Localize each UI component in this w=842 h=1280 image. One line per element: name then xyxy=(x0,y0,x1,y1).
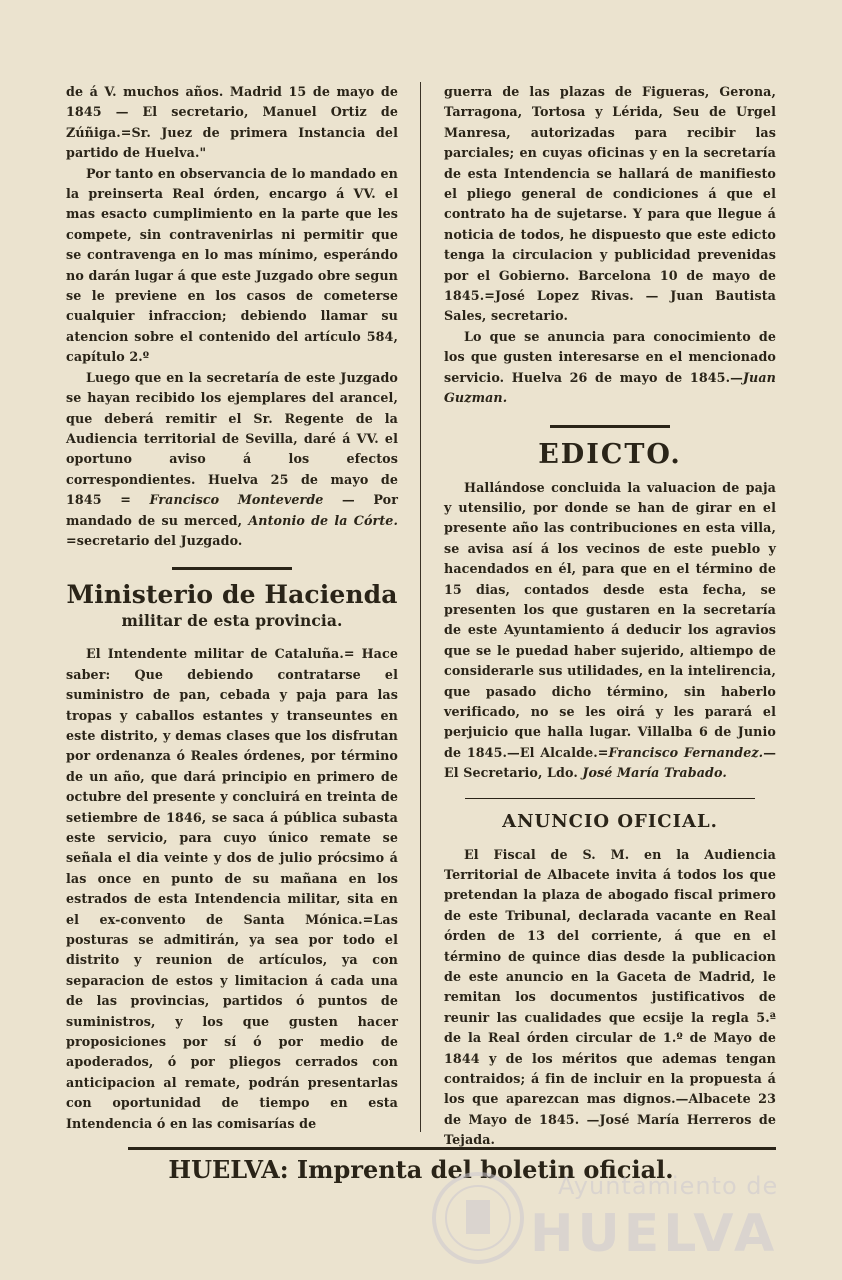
paragraph-text: Que debiendo contratarse el suministro de pan, cebada y paja para las tropas y caballos estantes y transeuntes en este distrito, y demas clases que los disfrutan por ordenanza ó Reales órdenes, por término de un año, que dará principio en primero de octubre del presente y concluirá en treinta de setiembre de 1846, se saca á pública subasta este servicio, para cuyo único remate se señala el dia veinte y dos de julio prócsimo á las once en punto de su mañana en los estrados de esta Intendencia militar, sita en el ex-convento de Santa Mónica.=Las posturas se admitirán, ya sea por todo el distrito y reunion de artículos, ya con separacion de estos y limitacion á cada una de las provincias, partidos ó puntos de suministros, y los que gusten hacer proposiciones por sí ó por medio de apoderados, ó por pliegos cerrados con anticipacion al remate, podrán presentarlas con oportunidad de tiempo en esta Intendencia ó en las comisarías de xyxy=(66,666,398,1131)
signature-name: Juan Guzman. xyxy=(444,369,776,406)
paragraph-text: —El Secretario, Ldo. xyxy=(444,744,776,781)
watermark-text: HUELVA xyxy=(530,1204,779,1264)
imprint-city: HUELVA xyxy=(168,1155,280,1184)
paragraph: de á V. muchos años. Madrid 15 de mayo de 1845 — El secretario, Manuel Ortiz de Zúñiga.=Sr. Juez de primera Instancia del partido de Huelva." xyxy=(66,84,398,161)
imprint-text: : Imprenta del boletin oficial. xyxy=(279,1155,674,1184)
signature-name: José María Trabado. xyxy=(582,765,727,781)
paragraph xyxy=(66,368,398,552)
paragraph: El Fiscal de S. M. en la Audiencia Territorial de Albacete invita á todos los que pretendan la plaza de abogado fiscal primero de este Tribunal, declarada vacante en Real órden de 13 del corriente, á que en el término de quince dias desde la publicacion de este anuncio en la Gaceta de Madrid, le remitan los documentos justificativos de reunir las cualidades que ecsije la regla 5.ª de la Real órden circular de 1.º de Mayo de 1844 y de los méritos que ademas tengan contraidos; á fin de incluir en la propuesta á los que aparezcan mas dignos.—Albacete 23 de Mayo de 1845. —José María Herreros de Tejada. xyxy=(444,846,776,1148)
section-subtitle: militar de esta provincia. xyxy=(121,611,343,631)
signature-name: Francisco Fernandez. xyxy=(608,744,764,760)
seal-icon xyxy=(430,1170,526,1266)
right-column xyxy=(444,82,776,1151)
paragraph-text: =secretario del Juzgado. xyxy=(66,532,243,548)
paragraph xyxy=(444,327,776,409)
signature-name: Antonio de la Córte. xyxy=(248,512,398,528)
footer-rule xyxy=(128,1147,776,1150)
watermark-text: Ayuntamiento de xyxy=(558,1172,779,1200)
paragraph-text: El Intendente militar de Cataluña.= Hace saber: xyxy=(66,646,398,682)
paragraph-text: Luego que en la secretaría de este Juzgado se hayan recibido los ejemplares del arancel, que deberá remitir el Sr. Regente de la Audiencia territorial de Sevilla, daré á VV. el oportuno aviso á los efectos correspondientes. Huelva 25 de mayo de 1845 = xyxy=(66,369,398,508)
paragraph-text: — Por mandado de su merced, xyxy=(66,492,398,528)
section-title: ANUNCIO OFICIAL. xyxy=(502,810,718,832)
section-title: Ministerio de Hacienda xyxy=(66,580,398,610)
section-divider xyxy=(172,567,292,570)
signature-name: Francisco Monteverde xyxy=(149,492,324,508)
paragraph: Por tanto en observancia de lo mandado en la preinserta Real órden, encargo á VV. el mas esacto cumplimiento en la parte que les compete, sin contravenirlas ni permitir que se contravenga en lo mas mínimo, esperándo no darán lugar á que este Juzgado obre segun se le previene en los casos de cometerse cualquier infraccion; debiendo llamar su atencion sobre el contenido del artículo 584, capítulo 2.º xyxy=(66,165,398,365)
column-divider xyxy=(420,82,421,1132)
section-divider xyxy=(550,425,670,428)
watermark xyxy=(430,1170,790,1270)
left-column xyxy=(66,82,398,1134)
paragraph-text: Lo que se anuncia para conocimiento de los que gusten interesarse en el mencionado servicio. Huelva 26 de mayo de 1845.— xyxy=(444,328,776,385)
paragraph xyxy=(444,478,776,784)
paragraph xyxy=(66,644,398,1134)
paragraph-text: Hallándose concluida la valuacion de paja y utensilio, por donde se han de girar en el presente año las contribuciones en esta villa, se avisa así á los vecinos de este pueblo y hacendados en él, para que en el término de 15 dias, contados desde esta fecha, se presenten los que gustaren en la secretaría de este Ayuntamiento á deducir los agravios que se le puedad haber sujerido, altiempo de considerarle sus utilidades, en la intelirencia, que pasado dicho término, sin haberlo verificado, no se les oirá y les parará el perjuicio que halla lugar. Villalba 6 de Junio de 1845.—El Alcalde.= xyxy=(444,479,776,760)
section-divider xyxy=(465,798,755,799)
paragraph: guerra de las plazas de Figueras, Gerona, Tarragona, Tortosa y Lérida, Seu de Urgel Manresa, autorizadas para recibir las parciales; en cuyas oficinas y en la secretaría de esta Intendencia se hallará de manifiesto el pliego general de condiciones á que el contrato ha de sujetarse. Y para que llegue á noticia de todos, he dispuesto que este edicto tenga la circulacion y publicidad prevenidas por el Gobierno. Barcelona 10 de mayo de 1845.=José Lopez Rivas. — Juan Bautista Sales, secretario. xyxy=(444,84,776,324)
section-title: EDICTO. xyxy=(538,438,682,470)
